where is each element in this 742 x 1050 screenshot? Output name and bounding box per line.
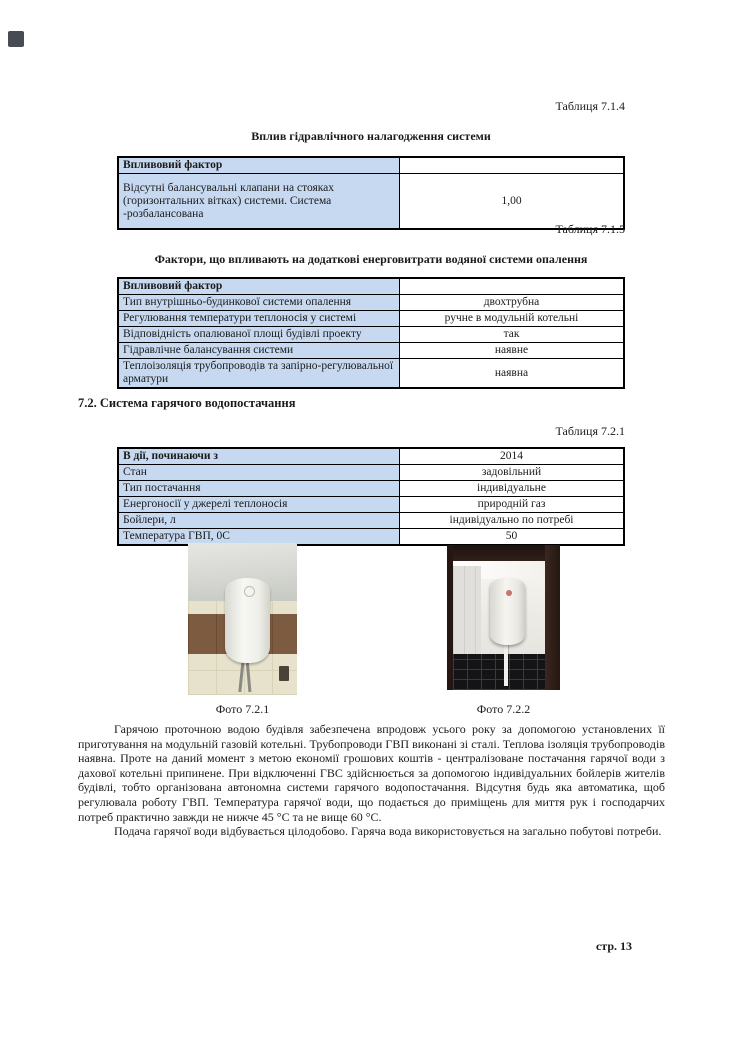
photo2-door-frame-top (447, 545, 560, 561)
photo2-caption: Фото 7.2.2 (476, 702, 531, 716)
factor-label: Регулювання температури теплоносія у системі (118, 311, 400, 327)
body-text (78, 722, 665, 839)
paragraph-hot-water-supply: Подача гарячої води відбувається цілодобово. Гаряча вода використовується на загально побутові потреби. (114, 824, 662, 839)
table-row (118, 295, 624, 311)
table-7-1-4 (117, 156, 625, 230)
table-7-2-1 (117, 447, 625, 546)
table-row (118, 174, 624, 230)
photo1-caption: Фото 7.2.1 (215, 702, 270, 716)
section-7-2-heading: 7.2. Система гарячого водопостачання (78, 396, 296, 410)
factor-value: так (400, 327, 625, 343)
photo2-interior (453, 561, 547, 690)
table-7-1-4-caption: Таблиця 7.1.4 (555, 99, 625, 113)
table-header-row (118, 278, 624, 295)
photo1-boiler-logo (244, 586, 255, 597)
photo1-wall-socket (279, 666, 289, 681)
table-7-1-5-caption: Таблиця 7.1.5 (555, 222, 625, 236)
photo-water-heater-1 (188, 543, 297, 695)
table-row (118, 359, 624, 389)
table-7-1-4-title: Вплив гідравлічного налагодження системи (251, 129, 491, 143)
table-row (118, 343, 624, 359)
photo2-door-frame-right (545, 545, 560, 690)
photo2-pipe (504, 642, 508, 686)
table-row (118, 327, 624, 343)
table-row (118, 448, 624, 465)
factor-label: Теплоізоляція трубопроводів та запірно-регулювальної арматури (118, 359, 400, 389)
table-row (118, 497, 624, 513)
photo1-boiler (225, 578, 270, 663)
factor-label: Відповідність опалюваної площі будівлі проекту (118, 327, 400, 343)
property-value: задовільний (400, 465, 625, 481)
table-7-2-1-caption: Таблиця 7.2.1 (555, 424, 625, 438)
paragraph-hot-water-system: Гарячою проточною водою будівля забезпечена впродовж усього року за допомогою установлених її приготування на модульній газовій котельні. Трубопроводи ГВП виконані зі сталі. Теплова ізоляція трубопроводів наявна. Проте на даний момент з метою економії грошових коштів - централізоване постачання гарячої води з дахової котельні припинене. При відключенні ГВС здійснюється за допомогою індивідуальних бойлерів жителів будівлі, тобто організована автономна системи гарячого водопостачання. Відсутня будь яка автоматика, щоб регулювала роботу ГВП. Температура гарячої води, що подається до приміщень для миття рук і господарчих потреб практично завжди не нижче 45 °С та не вище 60 °С. (78, 722, 665, 824)
table-7-1-4-header-cell: Впливовий фактор (118, 157, 400, 174)
page-number: стр. 13 (595, 939, 632, 953)
factor-value: двохтрубна (400, 295, 625, 311)
factor-label: Гідравлічне балансування системи (118, 343, 400, 359)
table-7-1-5-title: Фактори, що впливають на додаткові енерговитрати водяної системи опалення (154, 252, 588, 266)
photo2-boiler-logo (506, 590, 512, 596)
property-value: індивідуальне (400, 481, 625, 497)
property-value: 2014 (400, 448, 625, 465)
table-header-row (118, 157, 624, 174)
photo-water-heater-2 (447, 545, 560, 690)
table-7-1-5-header-value-cell (400, 278, 625, 295)
factor-label: Тип внутрішньо-будинкової системи опалення (118, 295, 400, 311)
property-label: В дії, починаючи з (118, 448, 400, 465)
table-row (118, 513, 624, 529)
table-row (118, 481, 624, 497)
property-label: Бойлери, л (118, 513, 400, 529)
property-value: природній газ (400, 497, 625, 513)
factor-value: ручне в модульній котельні (400, 311, 625, 327)
property-value: індивідуально по потребі (400, 513, 625, 529)
property-label: Стан (118, 465, 400, 481)
dark-square-artifact (8, 31, 24, 47)
table-7-1-5-header-cell: Впливовий фактор (118, 278, 400, 295)
photo1-pipes (238, 659, 254, 692)
property-label: Енергоносії у джерелі теплоносія (118, 497, 400, 513)
photo2-left-tile-panel (453, 566, 481, 656)
property-label: Температура ГВП, 0С (118, 529, 400, 546)
photo2-boiler (490, 578, 525, 645)
table-7-1-5 (117, 277, 625, 389)
factor-value: наявна (400, 359, 625, 389)
table-row (118, 311, 624, 327)
photo2-black-tiles (453, 654, 547, 690)
factor-label: Відсутні балансувальні клапани на стояках (горизонтальних вітках) системи. Система -розбалансована (118, 174, 400, 230)
factor-value: наявне (400, 343, 625, 359)
property-value: 50 (400, 529, 625, 546)
photo2-door-frame-left (447, 545, 453, 690)
property-label: Тип постачання (118, 481, 400, 497)
factor-value: 1,00 (400, 174, 625, 230)
table-7-1-4-header-value-cell (400, 157, 625, 174)
table-row (118, 465, 624, 481)
